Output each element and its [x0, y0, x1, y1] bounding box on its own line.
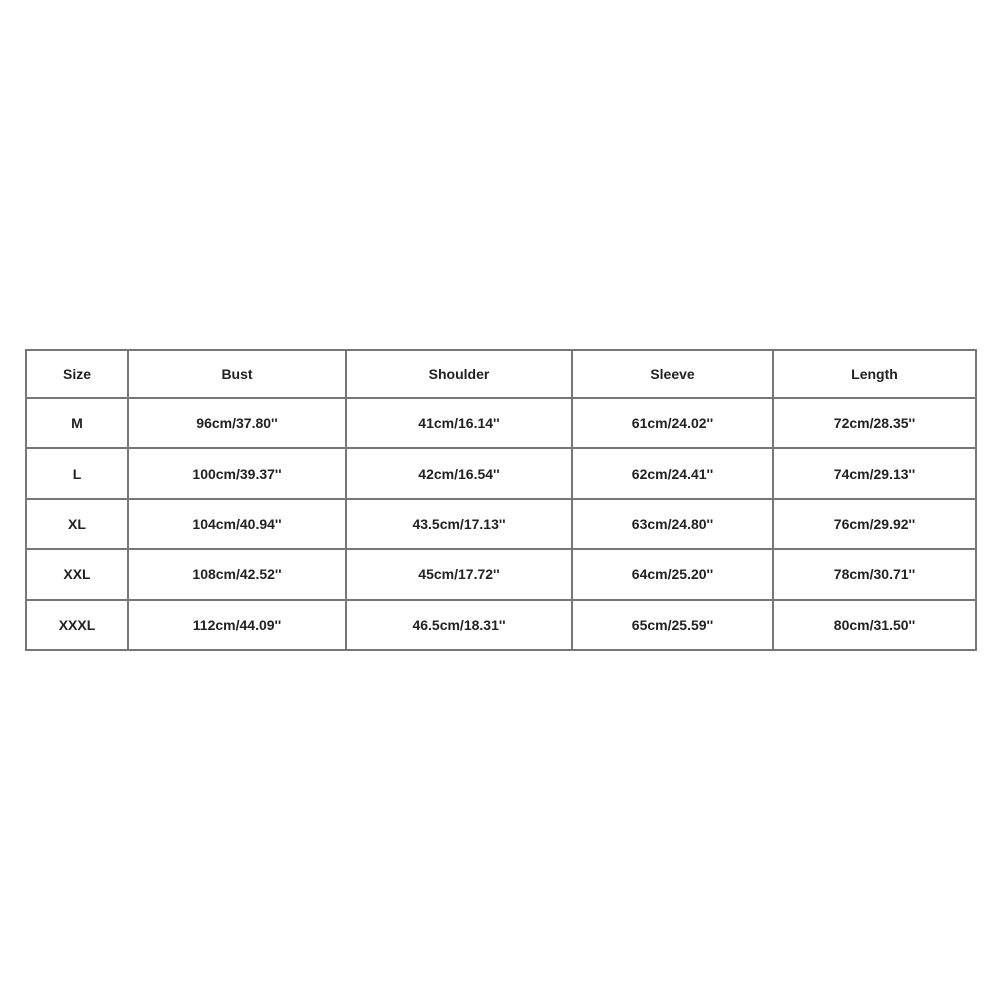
cell-shoulder: 43.5cm/17.13'': [346, 499, 572, 549]
table-header-row: [26, 350, 976, 398]
cell-bust: 108cm/42.52'': [128, 549, 346, 599]
cell-bust: 104cm/40.94'': [128, 499, 346, 549]
cell-bust: 112cm/44.09'': [128, 600, 346, 650]
cell-length: 74cm/29.13'': [773, 448, 976, 498]
cell-sleeve: 65cm/25.59'': [572, 600, 773, 650]
table-row: [26, 600, 976, 650]
header-size: Size: [26, 350, 128, 398]
cell-shoulder: 45cm/17.72'': [346, 549, 572, 599]
cell-shoulder: 41cm/16.14'': [346, 398, 572, 448]
table-row: [26, 499, 976, 549]
header-length: Length: [773, 350, 976, 398]
cell-shoulder: 46.5cm/18.31'': [346, 600, 572, 650]
cell-length: 76cm/29.92'': [773, 499, 976, 549]
cell-length: 80cm/31.50'': [773, 600, 976, 650]
table-row: [26, 398, 976, 448]
header-bust: Bust: [128, 350, 346, 398]
cell-length: 78cm/30.71'': [773, 549, 976, 599]
cell-sleeve: 62cm/24.41'': [572, 448, 773, 498]
cell-sleeve: 63cm/24.80'': [572, 499, 773, 549]
cell-shoulder: 42cm/16.54'': [346, 448, 572, 498]
cell-length: 72cm/28.35'': [773, 398, 976, 448]
cell-size: L: [26, 448, 128, 498]
cell-bust: 96cm/37.80'': [128, 398, 346, 448]
table-row: [26, 549, 976, 599]
header-shoulder: Shoulder: [346, 350, 572, 398]
size-chart-table: [25, 349, 977, 651]
cell-size: M: [26, 398, 128, 448]
cell-size: XXXL: [26, 600, 128, 650]
cell-bust: 100cm/39.37'': [128, 448, 346, 498]
header-sleeve: Sleeve: [572, 350, 773, 398]
cell-size: XL: [26, 499, 128, 549]
cell-sleeve: 61cm/24.02'': [572, 398, 773, 448]
cell-size: XXL: [26, 549, 128, 599]
cell-sleeve: 64cm/25.20'': [572, 549, 773, 599]
table-row: [26, 448, 976, 498]
